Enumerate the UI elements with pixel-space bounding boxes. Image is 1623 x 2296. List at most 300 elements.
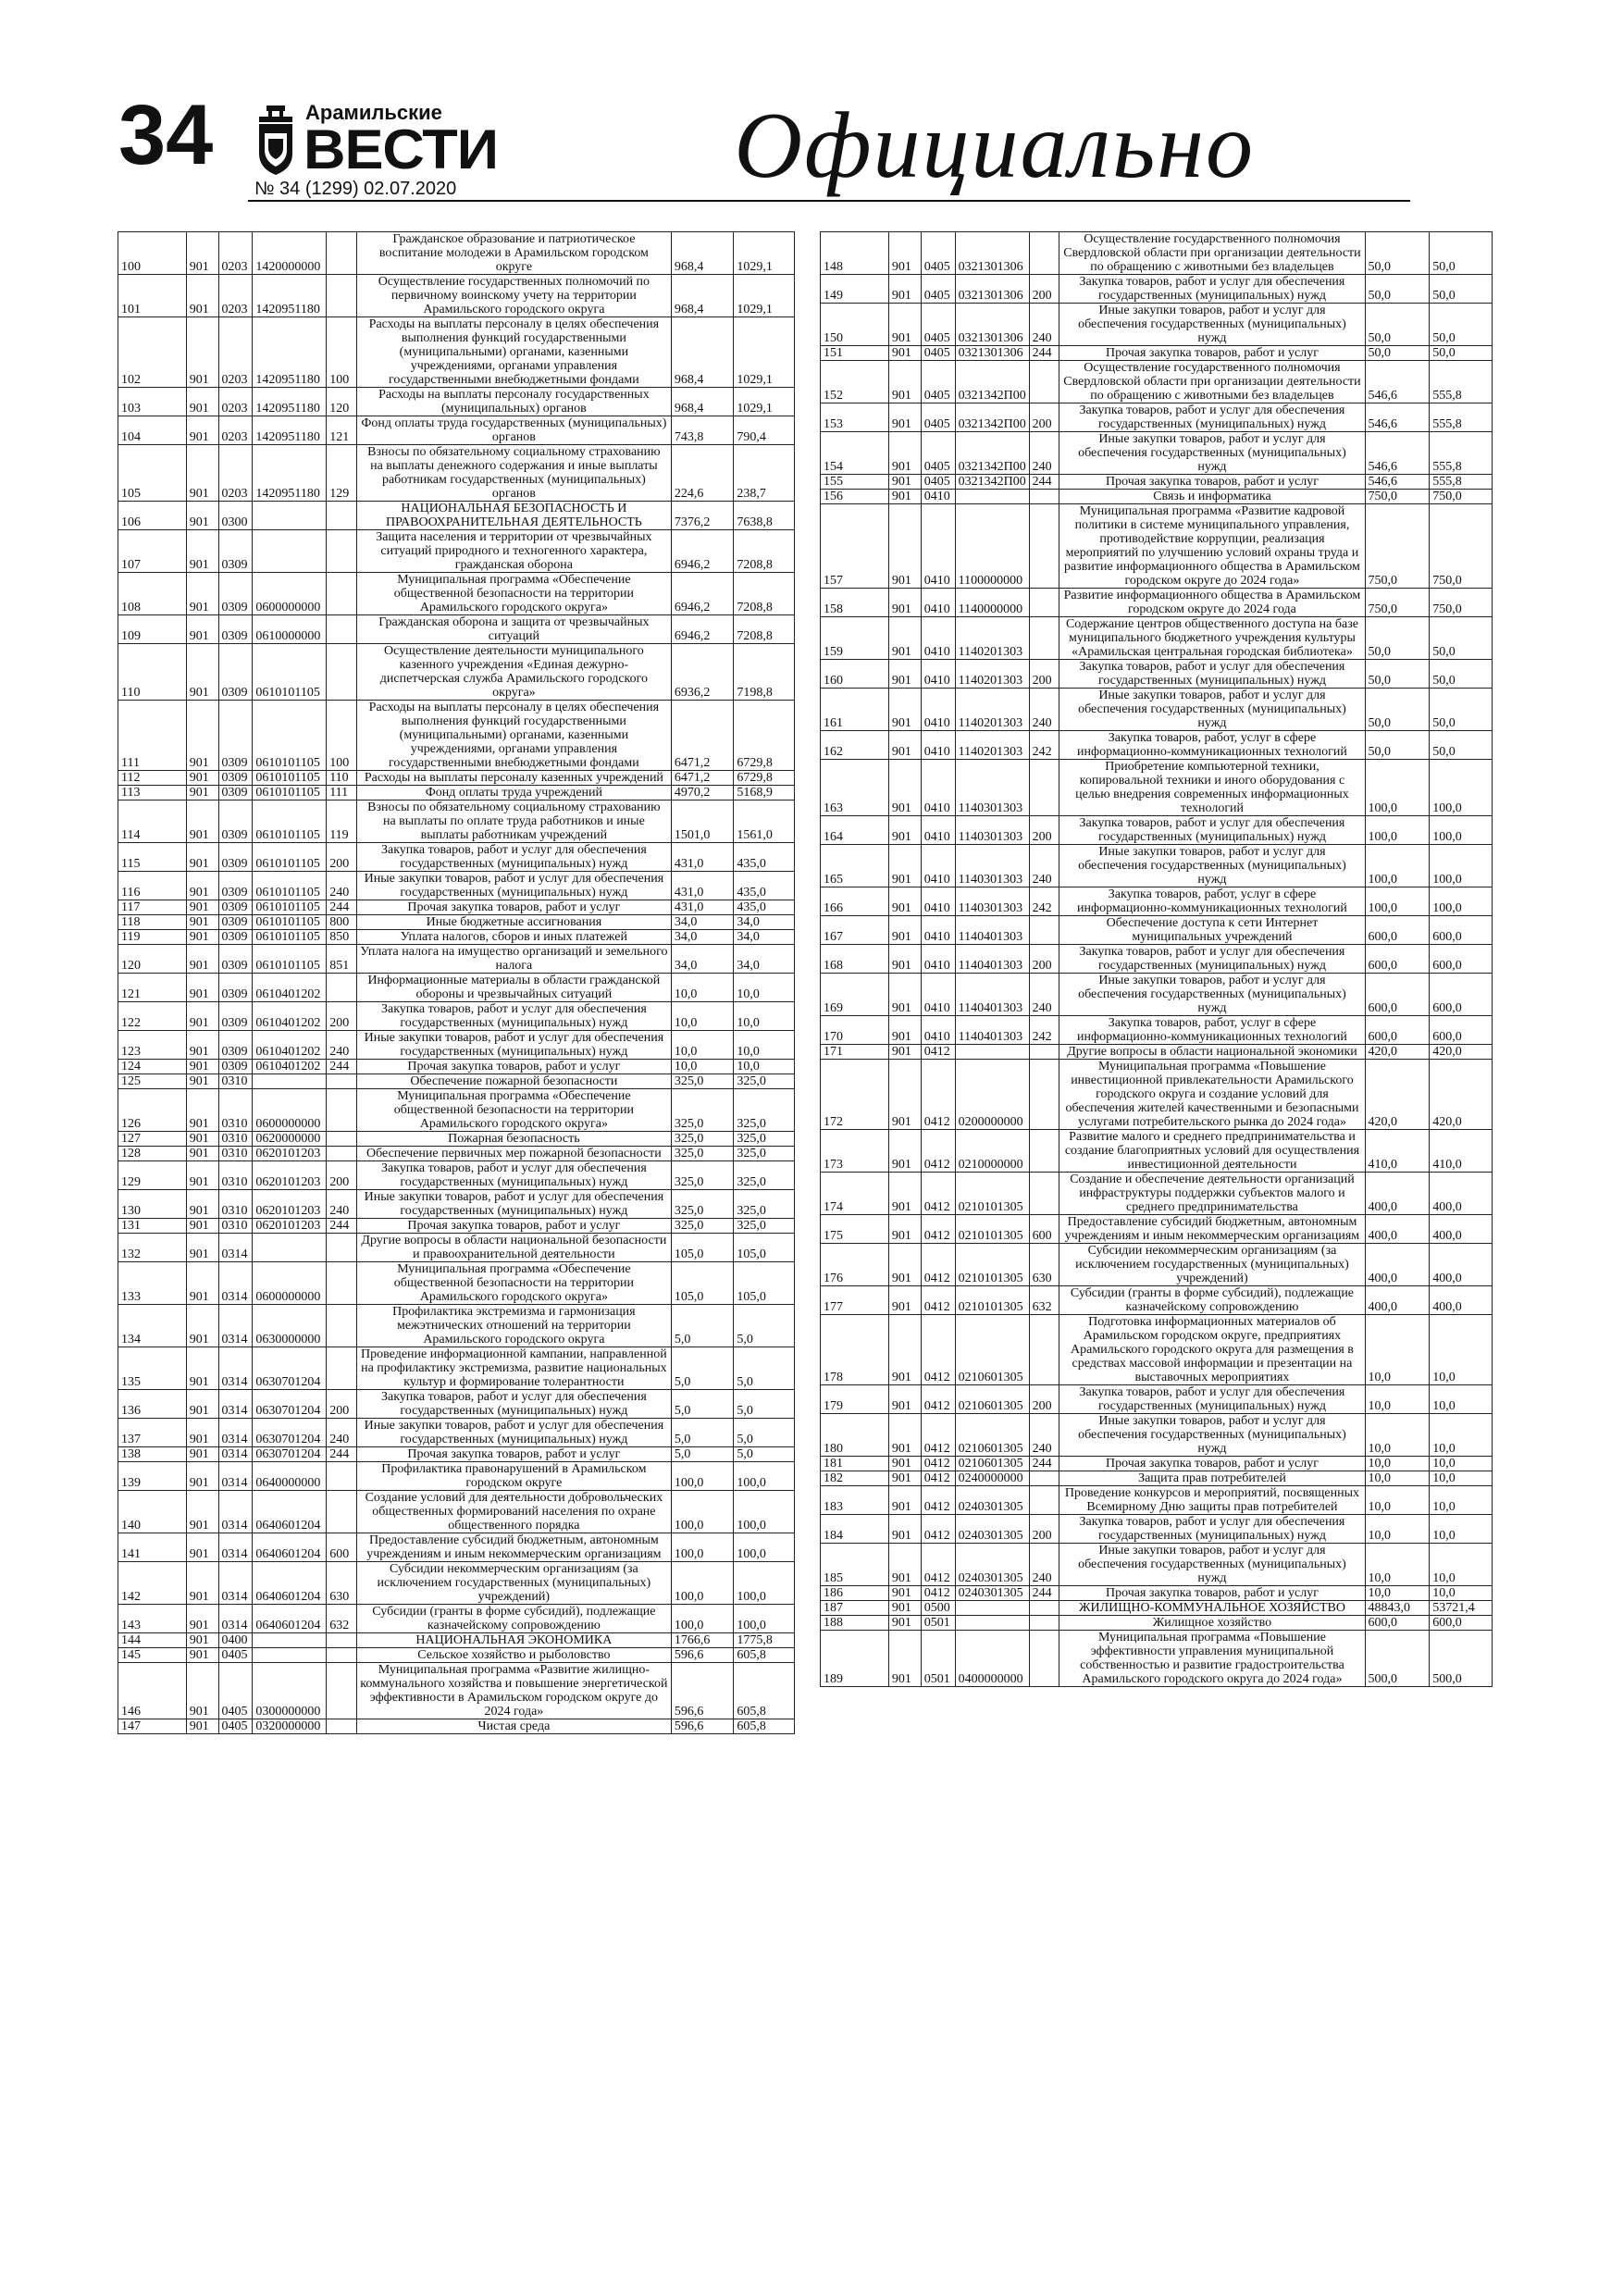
table-row [821,490,1493,504]
expense-type-code-cell [327,1234,357,1262]
row-description-cell: Приобретение компьютерной техники, копировальной техники и иного оборудования с целью внедрения современных информационных технологий [1059,760,1365,816]
admin-code-cell: 901 [186,1262,218,1305]
target-item-code-cell: 0620101203 [253,1147,327,1161]
admin-code-cell: 901 [186,930,218,945]
row-number-cell: 105 [118,445,187,502]
table-row [821,475,1493,490]
row-number-cell: 127 [118,1132,187,1147]
amount-2021-cell: 5,0 [671,1390,734,1419]
target-item-code-cell: 0630701204 [253,1390,327,1419]
row-number-cell: 151 [821,346,889,361]
target-item-code-cell: 0321301306 [955,304,1029,346]
row-description-cell: Закупка товаров, работ и услуг для обеспечения государственных (муниципальных) нужд [356,1161,671,1190]
row-number-cell: 114 [118,800,187,843]
expense-type-code-cell: 630 [1029,1244,1059,1286]
amount-2022-cell: 1561,0 [734,800,795,843]
amount-2021-cell: 325,0 [671,1161,734,1190]
row-description-cell: Гражданская оборона и защита от чрезвычайных ситуаций [356,615,671,644]
expense-type-code-cell [327,530,357,573]
expense-type-code-cell: 244 [327,1060,357,1074]
row-description-cell: Проведение конкурсов и мероприятий, посвященных Всемирному Дню защиты прав потребителей [1059,1486,1365,1515]
amount-2022-cell: 50,0 [1430,275,1493,304]
row-description-cell: Пожарная безопасность [356,1132,671,1147]
row-description-cell: Уплата налога на имущество организаций и земельного налога [356,945,671,974]
amount-2022-cell: 10,0 [734,1060,795,1074]
expense-type-code-cell [327,1719,357,1734]
table-row [118,843,795,872]
target-item-code-cell: 1100000000 [955,504,1029,589]
target-item-code-cell: 0300000000 [253,1663,327,1719]
row-number-cell: 117 [118,900,187,915]
table-row [821,617,1493,660]
amount-2022-cell: 1775,8 [734,1633,795,1648]
table-row [118,945,795,974]
amount-2022-cell: 10,0 [1430,1315,1493,1385]
target-item-code-cell: 1140401303 [955,1016,1029,1045]
row-number-cell: 168 [821,945,889,974]
admin-code-cell: 901 [186,1074,218,1089]
section-code-cell: 0203 [218,445,253,502]
expense-type-code-cell [1029,1045,1059,1060]
admin-code-cell: 901 [186,1060,218,1074]
admin-code-cell: 901 [186,1419,218,1447]
row-description-cell: Закупка товаров, работ и услуг для обеспечения государственных (муниципальных) нужд [356,843,671,872]
amount-2021-cell: 50,0 [1365,346,1430,361]
admin-code-cell: 901 [888,1471,921,1486]
expense-type-code-cell: 100 [327,701,357,771]
row-description-cell: Муниципальная программа «Развитие кадровой политики в системе муниципального управления, противодействие коррупции, реализация мероприятий по улучшению условий охраны труда и развитие информационного общества в Арамильском городском округе до 2024 года» [1059,504,1365,589]
amount-2021-cell: 7376,2 [671,502,734,530]
admin-code-cell: 901 [186,573,218,615]
expense-type-code-cell: 240 [327,1190,357,1219]
section-code-cell: 0310 [218,1089,253,1132]
row-description-cell: Жилищное хозяйство [1059,1616,1365,1631]
amount-2021-cell: 224,6 [671,445,734,502]
amount-2021-cell: 968,4 [671,232,734,275]
admin-code-cell: 901 [186,1190,218,1219]
expense-type-code-cell [327,1074,357,1089]
amount-2022-cell: 325,0 [734,1147,795,1161]
row-number-cell: 189 [821,1631,889,1687]
amount-2022-cell: 10,0 [1430,1457,1493,1471]
row-number-cell: 129 [118,1161,187,1190]
section-code-cell: 0410 [921,490,955,504]
amount-2021-cell: 100,0 [1365,845,1430,887]
section-code-cell: 0314 [218,1491,253,1533]
amount-2021-cell: 600,0 [1365,974,1430,1016]
amount-2022-cell: 100,0 [1430,760,1493,816]
section-code-cell: 0410 [921,887,955,916]
target-item-code-cell: 0640601204 [253,1605,327,1633]
expense-type-code-cell [1029,589,1059,617]
table-row [118,1132,795,1147]
amount-2021-cell: 34,0 [671,915,734,930]
expense-type-code-cell: 240 [1029,689,1059,731]
admin-code-cell: 901 [186,843,218,872]
target-item-code-cell: 0640601204 [253,1491,327,1533]
amount-2021-cell: 10,0 [1365,1544,1430,1586]
row-description-cell: Обеспечение первичных мер пожарной безопасности [356,1147,671,1161]
row-number-cell: 154 [821,432,889,475]
table-row [821,1631,1493,1687]
table-row [821,945,1493,974]
section-code-cell: 0410 [921,974,955,1016]
admin-code-cell: 901 [186,701,218,771]
row-description-cell: Расходы на выплаты персоналу в целях обеспечения выполнения функций государственными (муниципальными) органами, казенными учреждениями, органами управления государственными внебюджетными фондами [356,701,671,771]
target-item-code-cell: 0321301306 [955,232,1029,275]
section-code-cell: 0412 [921,1544,955,1586]
admin-code-cell: 901 [186,1491,218,1533]
section-code-cell: 0412 [921,1173,955,1215]
row-description-cell: Иные закупки товаров, работ и услуг для обеспечения государственных (муниципальных) нужд [1059,845,1365,887]
row-number-cell: 164 [821,816,889,845]
expense-type-code-cell: 851 [327,945,357,974]
section-code-cell: 0500 [921,1601,955,1616]
admin-code-cell: 901 [888,974,921,1016]
amount-2022-cell: 50,0 [1430,232,1493,275]
section-code-cell: 0412 [921,1130,955,1173]
amount-2021-cell: 105,0 [671,1262,734,1305]
table-row [821,1060,1493,1130]
row-number-cell: 133 [118,1262,187,1305]
section-code-cell: 0309 [218,872,253,900]
section-code-cell: 0400 [218,1633,253,1648]
expense-type-code-cell [1029,1471,1059,1486]
table-row [118,1605,795,1633]
amount-2022-cell: 400,0 [1430,1215,1493,1244]
target-item-code-cell: 0210101305 [955,1173,1029,1215]
admin-code-cell: 901 [888,1631,921,1687]
expense-type-code-cell [327,1089,357,1132]
amount-2021-cell: 968,4 [671,275,734,317]
target-item-code-cell [955,1616,1029,1631]
row-description-cell: Создание и обеспечение деятельности организаций инфраструктуры поддержки субъектов малого и среднего предпринимательства [1059,1173,1365,1215]
admin-code-cell: 901 [888,275,921,304]
table-row [821,660,1493,689]
amount-2022-cell: 325,0 [734,1074,795,1089]
expense-type-code-cell: 119 [327,800,357,843]
row-number-cell: 183 [821,1486,889,1515]
table-row [118,1491,795,1533]
amount-2022-cell: 34,0 [734,930,795,945]
amount-2022-cell: 7638,8 [734,502,795,530]
expense-type-code-cell [1029,1173,1059,1215]
section-code-cell: 0309 [218,771,253,786]
row-description-cell: Прочая закупка товаров, работ и услуг [356,1060,671,1074]
table-row [118,1002,795,1031]
target-item-code-cell: 0610401202 [253,974,327,1002]
amount-2021-cell: 105,0 [671,1234,734,1262]
row-description-cell: Осуществление деятельности муниципального казенного учреждения «Единая дежурно-диспетчерская служба Арамильского городского округа» [356,644,671,701]
amount-2021-cell: 6946,2 [671,615,734,644]
amount-2021-cell: 968,4 [671,317,734,388]
row-number-cell: 119 [118,930,187,945]
section-code-cell: 0405 [921,304,955,346]
expense-type-code-cell: 121 [327,416,357,445]
row-number-cell: 187 [821,1601,889,1616]
amount-2022-cell: 325,0 [734,1219,795,1234]
row-number-cell: 110 [118,644,187,701]
amount-2021-cell: 431,0 [671,872,734,900]
admin-code-cell: 901 [186,530,218,573]
row-description-cell: Субсидии (гранты в форме субсидий), подлежащие казначейскому сопровождению [1059,1286,1365,1315]
row-number-cell: 104 [118,416,187,445]
row-description-cell: Предоставление субсидий бюджетным, автономным учреждениям и иным некоммерческим организациям [1059,1215,1365,1244]
row-number-cell: 143 [118,1605,187,1633]
row-description-cell: Прочая закупка товаров, работ и услуг [1059,1586,1365,1601]
row-number-cell: 181 [821,1457,889,1471]
admin-code-cell: 901 [186,1161,218,1190]
expense-type-code-cell: 200 [327,843,357,872]
admin-code-cell: 901 [888,1414,921,1457]
amount-2021-cell: 431,0 [671,843,734,872]
amount-2022-cell: 50,0 [1430,617,1493,660]
target-item-code-cell: 1140301303 [955,760,1029,816]
amount-2021-cell: 546,6 [1365,432,1430,475]
row-number-cell: 178 [821,1315,889,1385]
expense-type-code-cell [327,1648,357,1663]
table-row [118,1219,795,1234]
admin-code-cell: 901 [888,1616,921,1631]
table-row [118,445,795,502]
table-row [821,1586,1493,1601]
admin-code-cell: 901 [888,1586,921,1601]
amount-2022-cell: 555,8 [1430,403,1493,432]
section-code-cell: 0501 [921,1631,955,1687]
target-item-code-cell: 0321342П00 [955,475,1029,490]
expense-type-code-cell: 600 [327,1533,357,1562]
amount-2022-cell: 105,0 [734,1234,795,1262]
logo-title-main: ВЕСТИ [304,118,498,180]
target-item-code-cell: 0610101105 [253,800,327,843]
target-item-code-cell: 1420000000 [253,232,327,275]
expense-type-code-cell [327,275,357,317]
target-item-code-cell: 0210101305 [955,1286,1029,1315]
amount-2021-cell: 968,4 [671,388,734,416]
table-row [821,1016,1493,1045]
row-description-cell: Закупка товаров, работ и услуг для обеспечения государственных (муниципальных) нужд [356,1390,671,1419]
section-code-cell: 0314 [218,1462,253,1491]
target-item-code-cell: 0610101105 [253,644,327,701]
amount-2022-cell: 7198,8 [734,644,795,701]
section-code-cell: 0309 [218,701,253,771]
table-row [118,1234,795,1262]
row-description-cell: Иные закупки товаров, работ и услуг для обеспечения государственных (муниципальных) нужд [356,1031,671,1060]
target-item-code-cell: 0620101203 [253,1190,327,1219]
expense-type-code-cell: 242 [1029,887,1059,916]
target-item-code-cell: 0321342П00 [955,432,1029,475]
amount-2021-cell: 100,0 [671,1605,734,1633]
section-code-cell: 0410 [921,504,955,589]
target-item-code-cell: 0400000000 [955,1631,1029,1687]
expense-type-code-cell: 200 [1029,816,1059,845]
row-number-cell: 161 [821,689,889,731]
expense-type-code-cell [327,615,357,644]
target-item-code-cell: 1140301303 [955,887,1029,916]
row-description-cell: Сельское хозяйство и рыболовство [356,1648,671,1663]
expense-type-code-cell: 200 [327,1390,357,1419]
expense-type-code-cell: 244 [327,1447,357,1462]
amount-2021-cell: 750,0 [1365,504,1430,589]
admin-code-cell: 901 [186,1219,218,1234]
row-description-cell: НАЦИОНАЛЬНАЯ БЕЗОПАСНОСТЬ И ПРАВООХРАНИТЕЛЬНАЯ ДЕЯТЕЛЬНОСТЬ [356,502,671,530]
admin-code-cell: 901 [186,872,218,900]
section-code-cell: 0405 [921,475,955,490]
section-code-cell: 0412 [921,1471,955,1486]
target-item-code-cell [253,1234,327,1262]
row-number-cell: 128 [118,1147,187,1161]
table-row [821,974,1493,1016]
section-code-cell: 0314 [218,1390,253,1419]
row-number-cell: 177 [821,1286,889,1315]
target-item-code-cell: 0610401202 [253,1031,327,1060]
target-item-code-cell: 0600000000 [253,1262,327,1305]
admin-code-cell: 901 [888,760,921,816]
row-number-cell: 109 [118,615,187,644]
amount-2022-cell: 555,8 [1430,361,1493,403]
amount-2022-cell: 50,0 [1430,346,1493,361]
amount-2021-cell: 325,0 [671,1089,734,1132]
table-row [118,232,795,275]
amount-2022-cell: 10,0 [1430,1586,1493,1601]
expense-type-code-cell: 200 [1029,1385,1059,1414]
admin-code-cell: 901 [186,1390,218,1419]
row-description-cell: Фонд оплаты труда учреждений [356,786,671,800]
section-code-cell: 0410 [921,731,955,760]
amount-2021-cell: 100,0 [671,1491,734,1533]
table-row [821,1244,1493,1286]
row-description-cell: Иные закупки товаров, работ и услуг для обеспечения государственных (муниципальных) нужд [356,872,671,900]
admin-code-cell: 901 [186,1132,218,1147]
expense-type-code-cell [1029,1601,1059,1616]
amount-2022-cell: 400,0 [1430,1244,1493,1286]
section-code-cell: 0405 [218,1663,253,1719]
amount-2022-cell: 100,0 [1430,887,1493,916]
amount-2022-cell: 605,8 [734,1663,795,1719]
row-description-cell: Прочая закупка товаров, работ и услуг [1059,346,1365,361]
amount-2021-cell: 10,0 [671,1031,734,1060]
amount-2021-cell: 400,0 [1365,1215,1430,1244]
section-code-cell: 0310 [218,1219,253,1234]
section-code-cell: 0309 [218,573,253,615]
amount-2021-cell: 420,0 [1365,1045,1430,1060]
expense-type-code-cell: 632 [1029,1286,1059,1315]
amount-2021-cell: 1766,6 [671,1633,734,1648]
row-number-cell: 188 [821,1616,889,1631]
amount-2021-cell: 4970,2 [671,786,734,800]
section-code-cell: 0314 [218,1447,253,1462]
amount-2022-cell: 600,0 [1430,974,1493,1016]
coat-of-arms-icon [255,105,296,176]
target-item-code-cell: 1420951180 [253,445,327,502]
amount-2022-cell: 600,0 [1430,1616,1493,1631]
row-number-cell: 140 [118,1491,187,1533]
target-item-code-cell: 0240301305 [955,1486,1029,1515]
expense-type-code-cell: 244 [1029,1457,1059,1471]
expense-type-code-cell: 200 [1029,403,1059,432]
section-code-cell: 0412 [921,1060,955,1130]
row-description-cell: Фонд оплаты труда государственных (муниципальных) органов [356,416,671,445]
section-code-cell: 0412 [921,1515,955,1544]
row-description-cell: Прочая закупка товаров, работ и услуг [356,1447,671,1462]
table-row [821,1130,1493,1173]
target-item-code-cell: 0610101105 [253,843,327,872]
amount-2021-cell: 100,0 [671,1562,734,1605]
target-item-code-cell: 1420951180 [253,275,327,317]
admin-code-cell: 901 [186,1633,218,1648]
amount-2021-cell: 600,0 [1365,1016,1430,1045]
amount-2021-cell: 500,0 [1365,1631,1430,1687]
amount-2022-cell: 100,0 [734,1562,795,1605]
row-description-cell: Защита прав потребителей [1059,1471,1365,1486]
section-code-cell: 0405 [921,275,955,304]
table-row [118,1462,795,1491]
table-row [118,915,795,930]
expense-type-code-cell: 240 [327,872,357,900]
table-row [118,530,795,573]
amount-2022-cell: 100,0 [734,1462,795,1491]
row-description-cell: Взносы по обязательному социальному страхованию на выплаты денежного содержания и иные выплаты работникам государственных (муниципальных) органов [356,445,671,502]
target-item-code-cell: 0630000000 [253,1305,327,1347]
row-number-cell: 135 [118,1347,187,1390]
target-item-code-cell: 0321301306 [955,275,1029,304]
table-row [821,689,1493,731]
row-number-cell: 160 [821,660,889,689]
admin-code-cell: 901 [888,816,921,845]
amount-2021-cell: 6471,2 [671,701,734,771]
amount-2021-cell: 5,0 [671,1419,734,1447]
table-row [118,1663,795,1719]
amount-2022-cell: 105,0 [734,1262,795,1305]
admin-code-cell: 901 [186,786,218,800]
table-row [821,1045,1493,1060]
amount-2021-cell: 10,0 [1365,1315,1430,1385]
section-code-cell: 0203 [218,317,253,388]
table-row [118,573,795,615]
row-description-cell: Закупка товаров, работ, услуг в сфере информационно-коммуникационных технологий [1059,887,1365,916]
amount-2021-cell: 48843,0 [1365,1601,1430,1616]
table-row [821,275,1493,304]
admin-code-cell: 901 [186,445,218,502]
amount-2021-cell: 750,0 [1365,490,1430,504]
section-code-cell: 0410 [921,760,955,816]
table-row [118,1633,795,1648]
target-item-code-cell: 0620000000 [253,1132,327,1147]
section-code-cell: 0410 [921,689,955,731]
row-description-cell: Другие вопросы в области национальной безопасности и правоохранительной деятельности [356,1234,671,1262]
amount-2022-cell: 100,0 [1430,845,1493,887]
admin-code-cell: 901 [186,945,218,974]
admin-code-cell: 901 [888,1457,921,1471]
amount-2022-cell: 100,0 [734,1605,795,1633]
table-row [118,1648,795,1663]
row-description-cell: Обеспечение доступа к сети Интернет муниципальных учреждений [1059,916,1365,945]
amount-2022-cell: 50,0 [1430,689,1493,731]
section-title: Официально [734,93,1255,198]
amount-2021-cell: 420,0 [1365,1060,1430,1130]
amount-2022-cell: 10,0 [1430,1414,1493,1457]
expense-type-code-cell [327,1132,357,1147]
row-description-cell: Осуществление государственных полномочий по первичному воинскому учету на территории Арамильского городского округа [356,275,671,317]
row-number-cell: 102 [118,317,187,388]
row-description-cell: Развитие малого и среднего предпринимательства и создание благоприятных условий для осуществления инвестиционной деятельности [1059,1130,1365,1173]
row-number-cell: 159 [821,617,889,660]
row-description-cell: Профилактика экстремизма и гармонизация межэтнических отношений на территории Арамильского городского округа [356,1305,671,1347]
amount-2021-cell: 10,0 [1365,1457,1430,1471]
section-code-cell: 0314 [218,1605,253,1633]
row-description-cell: Предоставление субсидий бюджетным, автономным учреждениям и иным некоммерческим организациям [356,1533,671,1562]
section-code-cell: 0410 [921,916,955,945]
